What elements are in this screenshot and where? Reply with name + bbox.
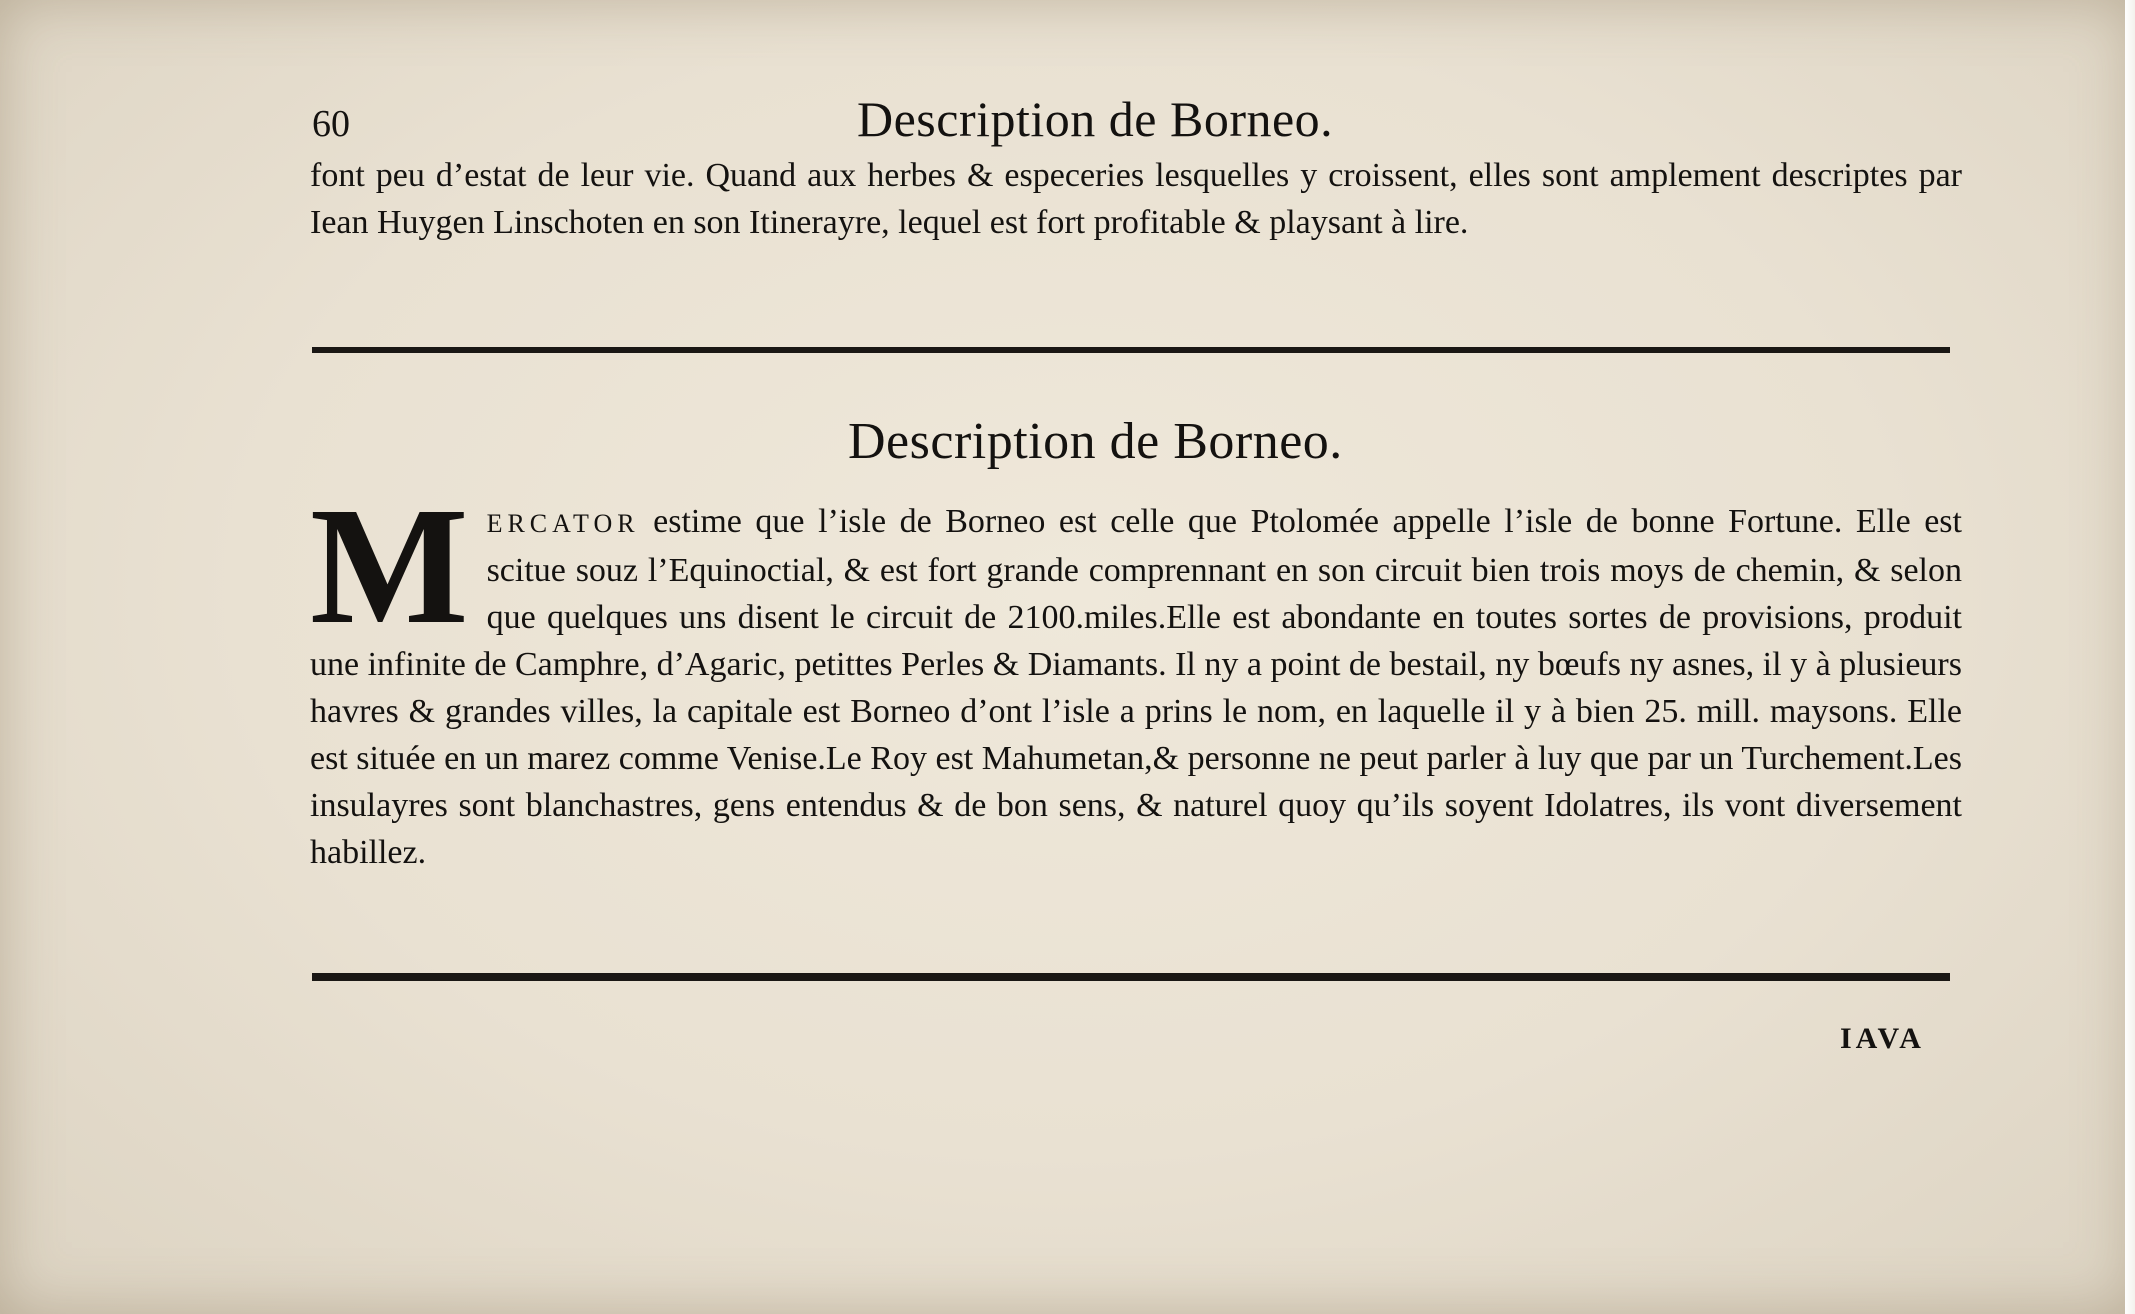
show-through-text — [330, 1040, 339, 1077]
carry-over-paragraph: font peu d’estat de leur vie. Quand aux herbes & especeries lesquelles y croissent, elles sont amplement descriptes par Iean Huygen Linschoten en son Itinerayre, lequel est fort profitable & playsant à lire. — [310, 157, 1962, 241]
show-through-text — [330, 1144, 339, 1181]
show-through-text — [480, 262, 489, 299]
running-head — [312, 90, 1962, 150]
section-divider-bottom — [312, 973, 1950, 981]
section-body — [310, 473, 1962, 876]
drop-cap: M — [310, 473, 469, 659]
catchword: IAVA — [1840, 1022, 1925, 1055]
page-number: 60 — [312, 103, 350, 145]
section-divider-top — [312, 347, 1950, 353]
lead-smallcaps: ERCATOR — [486, 509, 640, 538]
running-title: Description de Borneo. — [857, 91, 1334, 147]
scan-edge — [2125, 0, 2135, 1314]
body-paragraph: estime que l’isle de Borneo est celle que Ptolomée appelle l’isle de bonne Fortune. Elle est scitue souz l’Equinoctial, & est fort grande comprennant en son circuit bien trois moys de chemin, & selon que quelques uns disent le circuit de 2100.miles.Elle est abondante en toutes sortes de provisions, produit une infinite de Camphre, d’Agaric, petittes Perles & Diamants. Il ny a point de bestail, ny bœufs ny asnes, il y à plusieurs havres & grandes villes, la capitale est Borneo d’ont l’isle a prins le nom, en laquelle il y à bien 25. mill. maysons. Elle est située en un marez comme Venise.Le Roy est Mahumetan,& personne ne peut parler à luy que par un Turchement.Les insulayres sont blanchastres, gens entendus & de bon sens, & naturel quoy qu’ils soyent Idolatres, ils vont diversement habillez. — [310, 503, 1962, 871]
show-through-text — [330, 1092, 339, 1129]
section-heading: Description de Borneo. — [848, 413, 1343, 470]
